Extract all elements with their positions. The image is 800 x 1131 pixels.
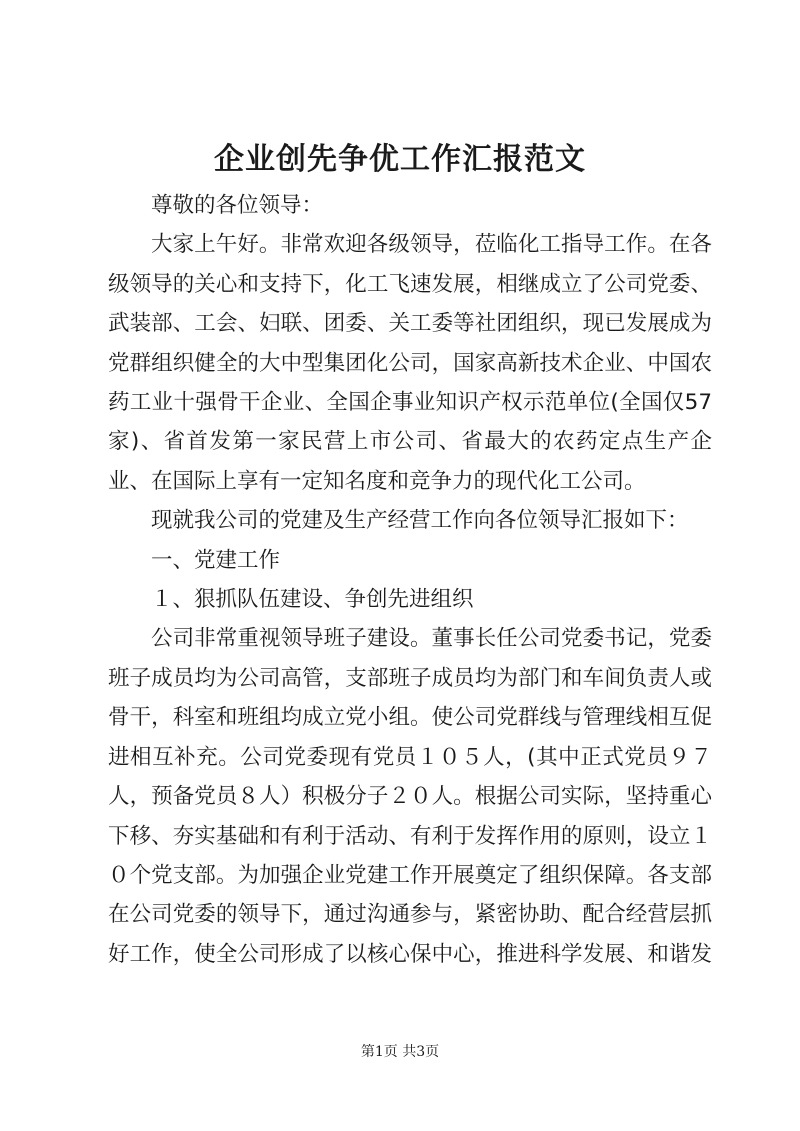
- salutation: 尊敬的各位领导：: [151, 193, 324, 218]
- subsection-heading: １、狠抓队伍建设、争创先进组织: [151, 587, 474, 613]
- paragraph-report-lead: 现就我公司的党建及生产经营工作向各位领导汇报如下：: [151, 508, 689, 534]
- document-title: 企业创先争优工作汇报范文: [214, 142, 586, 177]
- page-number: 第1页 共3页: [360, 1044, 440, 1060]
- document-body: [108, 186, 712, 974]
- section-heading: 一、党建工作: [151, 547, 281, 573]
- paragraph-party-building: 公司非常重视领导班子建设。董事长任公司党委书记，党委班子成员均为公司高管，支部班子成员均为部门和车间负责人或骨干，科室和班组均成立党小组。使公司党群线与管理线相互促进相互补充。公司党委现有党员１０５人，(其中正式党员９７人，预备党员８人）积极分子２０人。根据公司实际，坚持重心下移、夯实基础和有利于活动、有利于发挥作用的原则，设立１０个党支部。为加强企业党建工作开展奠定了组织保障。各支部在公司党委的领导下，通过沟通参与，紧密协助、配合经营层抓好工作，使全公司形成了以核心保中心，推进科学发展、和谐发: [108, 626, 712, 967]
- paragraph-intro: 大家上午好。非常欢迎各级领导，莅临化工指导工作。在各级领导的关心和支持下，化工飞速发展，相继成立了公司党委、武装部、工会、妇联、团委、关工委等社团组织，现已发展成为党群组织健全的大中型集团化公司，国家高新技术企业、中国农药工业十强骨干企业、全国企事业知识产权示范单位(全国仅57家)、省首发第一家民营上市公司、省最大的农药定点生产企业、在国际上享有一定知名度和竞争力的现代化工公司。: [108, 232, 712, 494]
